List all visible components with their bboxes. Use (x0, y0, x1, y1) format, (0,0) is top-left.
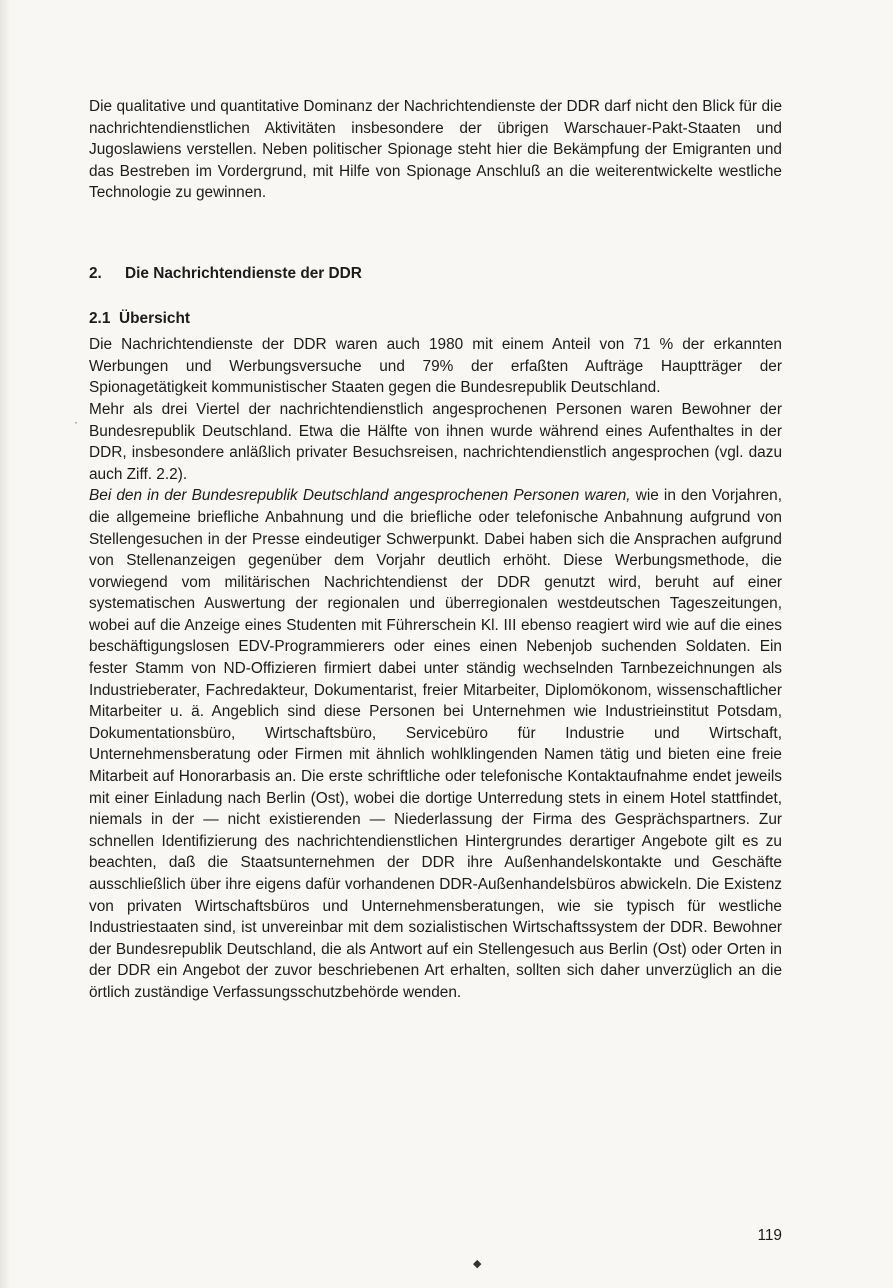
section-heading (89, 263, 782, 285)
page-body (89, 96, 782, 1004)
section-number: 2. (89, 264, 102, 282)
body-paragraph-3 (89, 485, 782, 1003)
section-title: Die Nachrichtendienste der DDR (125, 264, 362, 282)
subsection-heading (89, 308, 782, 330)
subsection-number: 2.1 (89, 309, 111, 327)
italic-lead-in: Bei den in der Bundesrepublik Deutschland angesprochenen Personen waren, (89, 487, 631, 505)
body-paragraph-2: Mehr als drei Viertel der nachrichtendienstlich angesprochenen Personen waren Bewohner der Bundesrepublik Deutschland. Etwa die Hälfte von ihnen wurde während eines Aufenthaltes in der DDR, insbesondere anläßlich privater Besuchsreisen, nachrichtendienstlich angesprochen (vgl. dazu auch Ziff. 2.2). (89, 400, 782, 483)
scan-edge-shadow (0, 0, 10, 1288)
margin-mark: · (74, 415, 78, 429)
paragraph-3-text: wie in den Vorjahren, die allgemeine briefliche Anbahnung und die briefliche oder telefonische Anbahnung aufgrund von Stellengesuchen in der Presse eindeutiger Schwerpunkt. Dabei haben sich die Ansprachen aufgrund von Stellenanzeigen gegenüber dem Vorjahr deutlich erhöht. Diese Werbungsmethode, die vorwiegend vom militärischen Nachrichtendienst der DDR genutzt wird, beruht auf einer systematischen Auswertung der regionalen und überregionalen westdeutschen Tageszeitungen, wobei auf die Anzeige eines Studenten mit Führerschein Kl. III ebenso reagiert wird wie auf die eines beschäftigungslosen EDV-Programmierers oder eines einen Nebenjob suchenden Soldaten. Ein fester Stamm von ND-Offizieren firmiert dabei unter ständig wechselnden Tarnbezeichnungen als Industrieberater, Fachredakteur, Dokumentarist, freier Mitarbeiter, Diplomökonom, wissenschaftlicher Mitarbeiter u. ä. Angeblich sind diese Personen bei Unternehmen wie Industrieinstitut Potsdam, Dokumentationsbüro, Wirtschaftsbüro, Servicebüro für Industrie und Wirtschaft, Unternehmensberatung oder Firmen mit ähnlich wohlklingenden Namen tätig und bieten eine freie Mitarbeit auf Honorarbasis an. Die erste schriftliche oder telefonische Kontaktaufnahme endet jeweils mit einer Einladung nach Berlin (Ost), wobei die dortige Unterredung stets in einem Hotel stattfindet, niemals in der — nicht existierenden — Niederlassung der Firma des Gesprächspartners. Zur schnellen Identifizierung des nachrichtendienstlichen Hintergrundes derartiger Angebote gilt es zu beachten, daß die Staatsunternehmen der DDR ihre Außenhandelskontakte und Geschäfte ausschließlich über ihre eigens dafür vorhandenen DDR-Außenhandelsbüros abwickeln. Die Existenz von privaten Wirtschaftsbüros und Unternehmensberatungen, wie sie typisch für westliche Industriestaaten sind, ist unvereinbar mit dem sozialistischen Wirtschaftssystem der DDR. Bewohner der Bundesrepublik Deutschland, die als Antwort auf ein Stellengesuch aus Berlin (Ost) oder Orten in der DDR ein Angebot der zuvor beschriebenen Art erhalten, sollten sich daher unverzüglich an die örtlich zuständige Verfassungsschutzbehörde wenden. (89, 487, 782, 1001)
intro-paragraph: Die qualitative und quantitative Dominanz der Nachrichtendienste der DDR darf nicht den Blick für die nachrichtendienstlichen Aktivitäten insbesondere der übrigen Warschauer-Pakt-Staaten und Jugoslawiens verstellen. Neben politischer Spionage steht hier die Bekämpfung der Emigranten und das Bestreben im Vordergrund, mit Hilfe von Spionage Anschluß an die weiterentwickelte westliche Technologie zu gewinnen. (89, 98, 782, 202)
page-number: 119 (757, 1227, 782, 1244)
subsection-title: Übersicht (119, 309, 190, 327)
scan-artifact-mark: ◆ (473, 1258, 482, 1270)
body-paragraph-1: Die Nachrichtendienste der DDR waren auch 1980 mit einem Anteil von 71 % der erkannten Werbungen und Werbungsversuche und 79% der erfaßten Aufträge Hauptträger der Spionagetätigkeit kommunistischer Staaten gegen die Bundesrepublik Deutschland. (89, 336, 782, 397)
